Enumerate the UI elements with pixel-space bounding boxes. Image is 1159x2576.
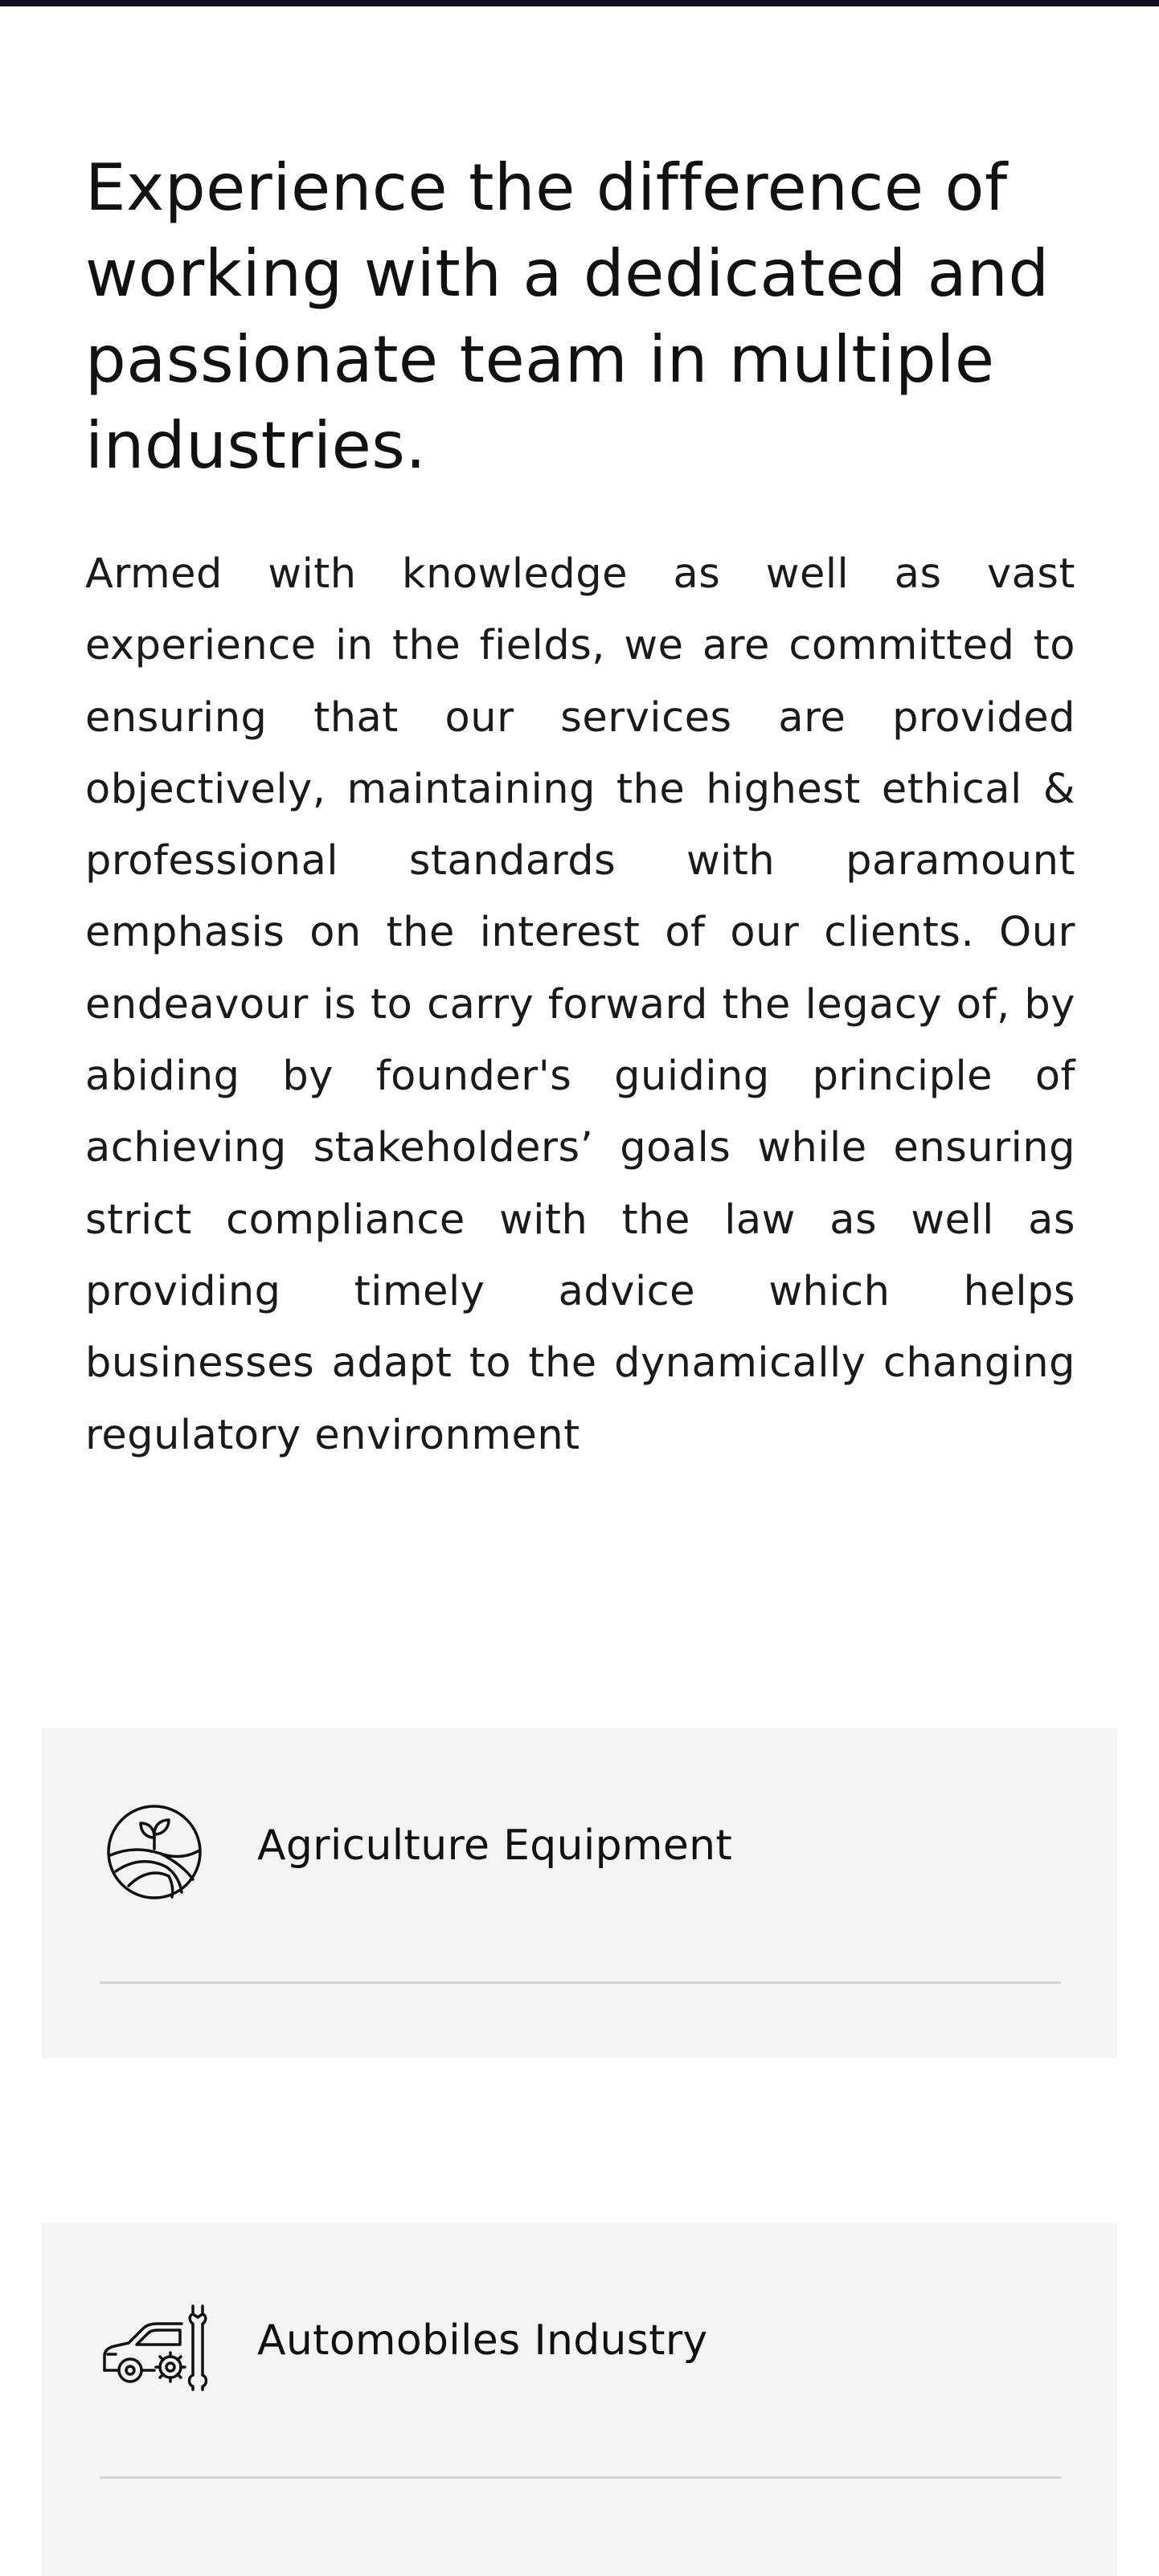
industry-title: Agriculture Equipment — [257, 1822, 733, 1870]
industry-card-agriculture[interactable] — [42, 1728, 1117, 2058]
about-section — [85, 145, 1075, 1471]
intro-paragraph: Armed with knowledge as well as vast experience in the fields, we are committed to ensuring that our services are provided objectively, maintaining the highest ethical & professional standards with paramount emphasis on the interest of our clients. Our endeavour is to carry forward the legacy of, by abiding by founder's guiding principle of achieving stakeholders’ goals while ensuring strict compliance with the law as well as providing timely advice which helps businesses adapt to the dynamically changing regulatory environment — [85, 550, 1075, 1459]
card-divider — [100, 2476, 1061, 2479]
section-headline: Experience the difference of working with a dedicated and passionate team in multiple industries. — [85, 150, 1050, 483]
industry-title: Automobiles Industry — [257, 2316, 708, 2365]
card-divider — [100, 1981, 1061, 1984]
top-bar — [0, 0, 1159, 6]
agriculture-icon — [101, 1799, 207, 1905]
industry-card-automobiles[interactable] — [42, 2223, 1117, 2576]
automobile-icon — [101, 2294, 207, 2400]
